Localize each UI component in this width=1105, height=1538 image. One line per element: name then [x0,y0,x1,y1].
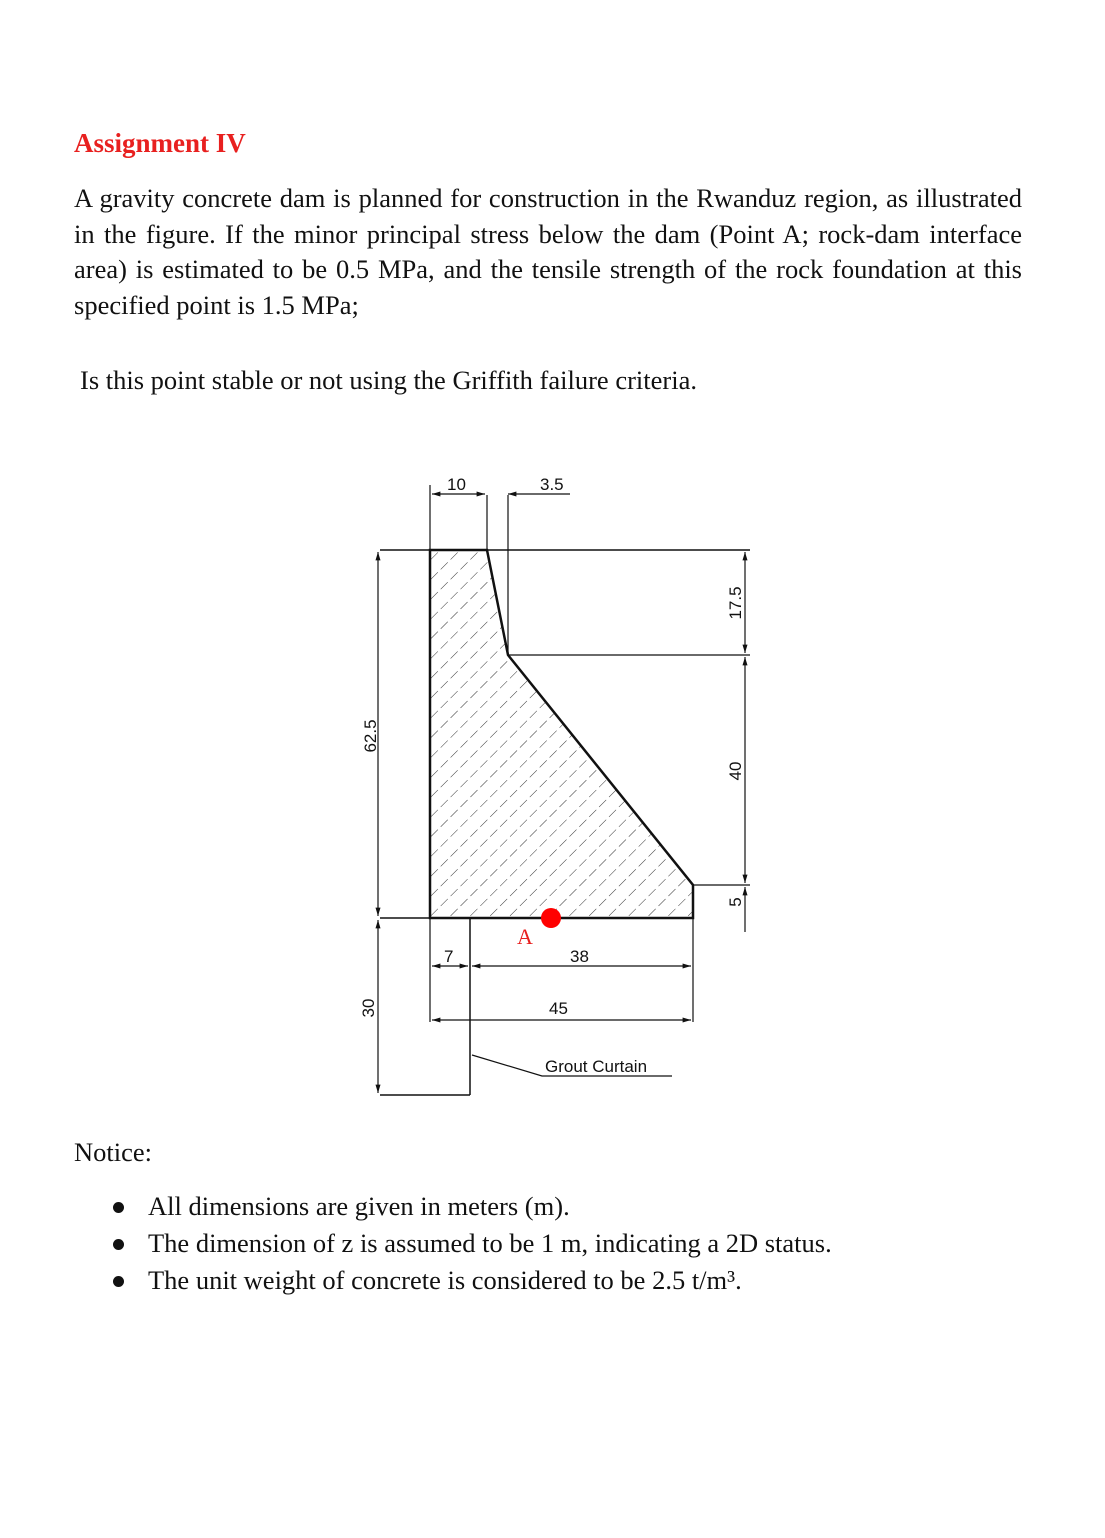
assignment-title: Assignment IV [74,128,246,158]
dim-upper-vertical: 17.5 [726,586,745,620]
dim-curtain-to-toe: 38 [570,947,589,966]
point-a-marker [541,908,561,928]
bullet-icon [113,1202,124,1213]
notice-list [108,1188,832,1299]
bullet-icon [113,1276,124,1287]
dim-middle-vertical: 40 [726,761,745,781]
bullet-icon [113,1239,124,1250]
notice-item: The dimension of z is assumed to be 1 m, indicating a 2D status. [108,1225,832,1262]
problem-statement: A gravity concrete dam is planned for construction in the Rwanduz region, as illustrated in the figure. If the minor principal stress below the dam (Point A; rock-dam interface area) is estimated to be 0.5 MPa, and the tensile strength of the rock foundation at this specified point is 1.5 MPa; [74,183,1022,320]
notice-item: All dimensions are given in meters (m). [108,1188,832,1225]
dim-curtain-depth: 30 [359,998,378,1018]
dim-curtain-offset: 7 [444,947,454,966]
dam-body [430,550,693,918]
grout-curtain-label: Grout Curtain [545,1057,648,1076]
dim-total-height: 62.5 [361,719,380,753]
point-a-label: A [517,924,533,949]
question-text: Is this point stable or not using the Griffith failure criteria. [80,365,697,395]
dim-top-width: 10 [447,475,466,494]
notice-item: The unit weight of concrete is considered to be 2.5 t/m³. [108,1262,832,1299]
notice-heading: Notice: [74,1137,152,1167]
dim-base-width: 45 [549,999,568,1018]
dim-toe-height: 5 [726,897,745,907]
dim-top-offset: 3.5 [540,475,564,494]
